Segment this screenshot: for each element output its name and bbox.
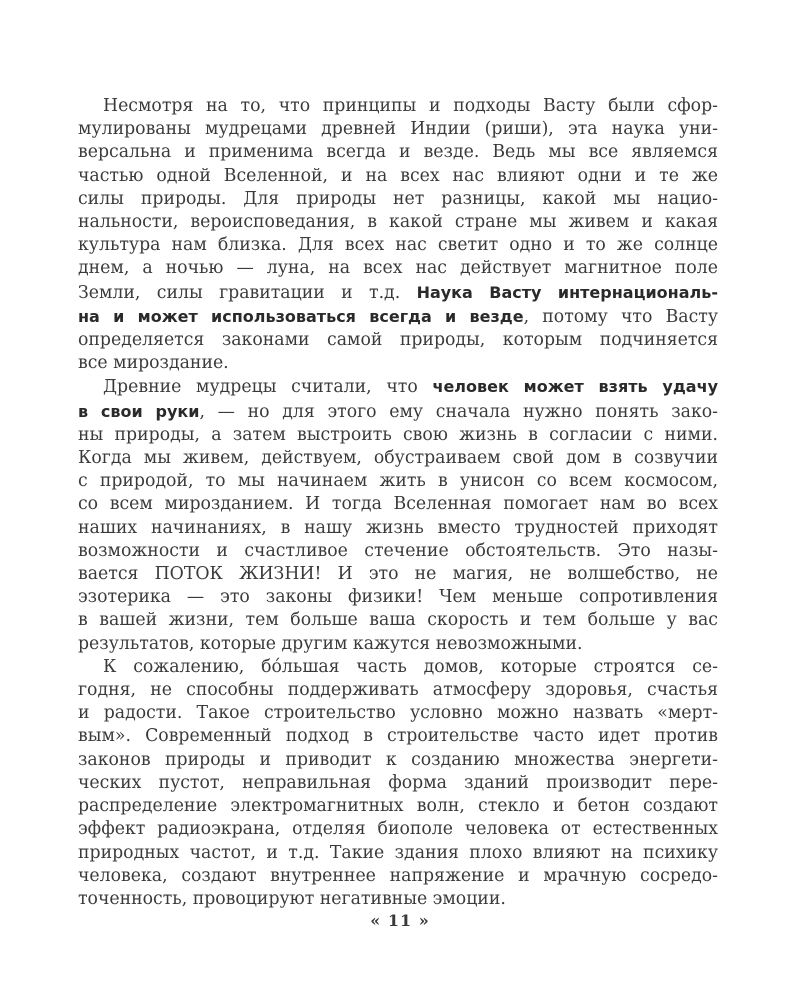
- bold-text: в свои руки: [78, 401, 200, 421]
- text-line: [78, 702, 718, 725]
- text-segment: Несмотря на то, что принципы и подходы Васту были сфор-: [103, 96, 718, 116]
- text-segment: мулированы мудрецами древней Индии (риши), эта наука уни-: [78, 119, 718, 140]
- text-segment: со всем мирозданием. И тогда Вселенная помогает нам во всех: [78, 494, 718, 515]
- paragraph: [78, 95, 718, 375]
- text-segment: и радости. Такое строительство условно можно назвать «мерт-: [78, 703, 718, 724]
- text-segment: силы природы. Для природы нет разницы, какой мы нацио-: [78, 188, 718, 209]
- bold-text: на и может использоваться всегда и везде: [78, 306, 524, 326]
- text-segment: частью одной Вселенной, и на всех нас влияют одни и те же: [78, 165, 718, 186]
- text-line: [78, 424, 718, 447]
- text-segment: в вашей жизни, тем больше ваша скорость и тем больше у вас: [78, 610, 718, 631]
- text-segment: культура нам близка. Для всех нас светит одно и то же солнце: [78, 235, 718, 256]
- text-line: [78, 352, 718, 375]
- text-line: [78, 141, 718, 164]
- text-segment: годня, не способны поддерживать атмосферу здоровья, счастья: [78, 680, 718, 701]
- text-segment: К сожалению, бóльшая часть домов, которые строятся се-: [103, 656, 718, 677]
- text-line: [78, 888, 718, 911]
- text-line: [78, 679, 718, 702]
- text-segment: распределение электромагнитных волн, стекло и бетон создают: [78, 796, 718, 817]
- text-segment: точенность, провоцируют негативные эмоции.: [78, 888, 506, 909]
- text-line: [78, 329, 718, 352]
- text-line: [78, 165, 718, 188]
- text-line: [78, 118, 718, 141]
- text-line: [78, 633, 718, 656]
- text-segment: Земли, силы гравитации и т.д.: [78, 282, 417, 303]
- text-segment: ны природы, а затем выстроить свою жизнь в согласии с ними.: [78, 424, 718, 445]
- bold-text: человек может взять удачу: [432, 377, 718, 397]
- text-segment: результатов, которые другим кажутся невозможными.: [78, 633, 583, 654]
- text-segment: версальна и применима всегда и везде. Ведь мы все являемся: [78, 142, 718, 163]
- text-segment: Древние мудрецы считали, что: [103, 377, 433, 398]
- text-line: [78, 725, 718, 748]
- text-line: [78, 305, 718, 329]
- text-segment: нальности, вероисповедания, в какой стране мы живем и какая: [78, 212, 718, 233]
- text-line: [78, 586, 718, 609]
- text-line: [78, 772, 718, 795]
- text-line: [78, 865, 718, 888]
- text-line: [78, 795, 718, 818]
- text-line: [78, 95, 718, 118]
- text-segment: с природой, то мы начинаем жить в унисон со всем космосом,: [78, 471, 718, 492]
- text-segment: , — но для этого ему сначала нужно понять зако-: [199, 401, 718, 422]
- text-line: [78, 540, 718, 563]
- text-line: [78, 818, 718, 841]
- text-segment: все мироздание.: [78, 353, 229, 374]
- text-segment: вается ПОТОК ЖИЗНИ! И это не магия, не волшебство, не: [78, 564, 718, 585]
- text-line: [78, 749, 718, 772]
- text-segment: вым». Современный подход в строительстве часто идет против: [78, 726, 718, 747]
- text-line: [78, 257, 718, 280]
- paragraph: [78, 656, 718, 911]
- text-segment: определяется законами самой природы, которым подчиняется: [78, 330, 718, 351]
- text-segment: возможности и счастливое стечение обстоятельств. Это назы-: [78, 540, 718, 561]
- text-line: [78, 281, 718, 305]
- text-segment: эзотерика — это законы физики! Чем меньше сопротивления: [78, 587, 718, 608]
- paragraph: [78, 375, 718, 655]
- text-segment: природных частот, и т.д. Такие здания плохо влияют на психику: [78, 842, 718, 863]
- text-line: [78, 470, 718, 493]
- text-segment: Когда мы живем, действуем, обустраиваем свой дом в созвучии: [78, 448, 718, 469]
- body-text: [78, 95, 718, 911]
- text-line: [78, 211, 718, 234]
- text-line: [78, 517, 718, 540]
- text-segment: , потому что Васту: [523, 306, 718, 327]
- text-line: [78, 563, 718, 586]
- text-line: [78, 609, 718, 632]
- bold-text: Наука Васту интернациональ-: [416, 282, 718, 302]
- text-line: [78, 234, 718, 257]
- text-line: [78, 842, 718, 865]
- text-line: [78, 188, 718, 211]
- text-segment: днем, а ночью — луна, на всех нас действует магнитное поле: [78, 258, 718, 279]
- text-line: [78, 447, 718, 470]
- text-segment: законов природы и приводит к созданию множества энергети-: [78, 749, 718, 770]
- text-segment: эффект радиоэкрана, отделяя биополе человека от естественных: [78, 819, 718, 840]
- text-segment: человека, создают внутреннее напряжение и мрачную сосредо-: [78, 865, 718, 886]
- text-line: [78, 656, 718, 679]
- text-line: [78, 400, 718, 424]
- text-segment: наших начинаниях, в нашу жизнь вместо трудностей приходят: [78, 517, 718, 538]
- text-line: [78, 493, 718, 516]
- text-line: [78, 375, 718, 399]
- text-segment: ческих пустот, неправильная форма зданий производит пере-: [78, 772, 718, 793]
- page-number: « 11 »: [370, 911, 430, 930]
